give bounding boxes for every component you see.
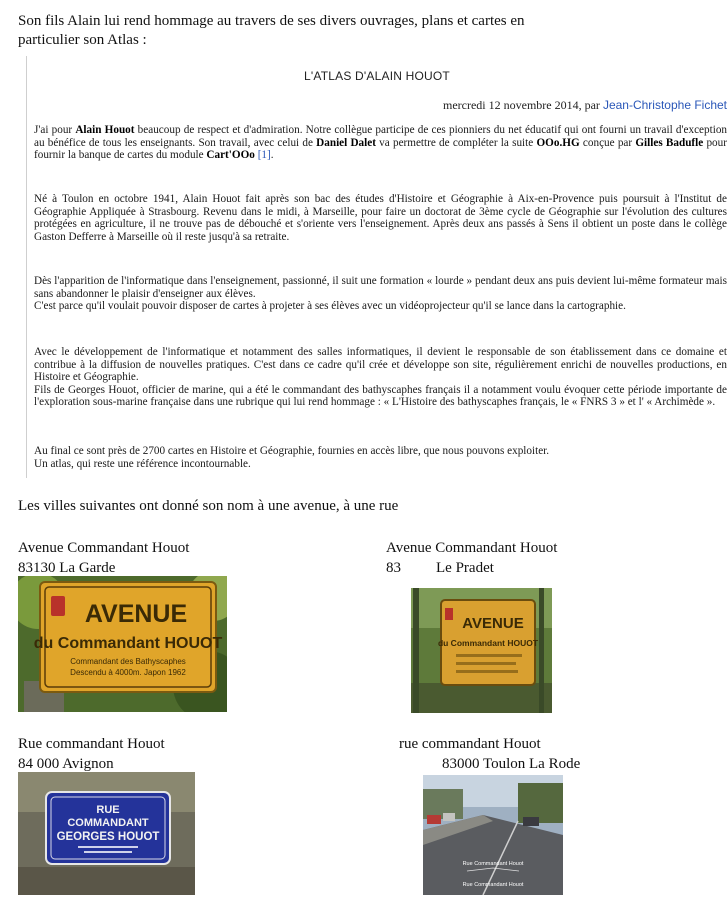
sign-3-line-2: COMMANDANT — [67, 817, 149, 829]
place-4-city: Toulon La Rode — [482, 756, 581, 772]
place-2-street: Avenue Commandant Houot — [386, 540, 558, 556]
p5-line-b: Un atlas, qui reste une référence incontournable. — [34, 457, 251, 470]
sign-1-line-2: du Commandant HOUOT — [33, 635, 223, 652]
place-4-postcode: 83000 — [442, 756, 480, 772]
intro-text — [18, 12, 718, 50]
p1-text-6: . — [270, 149, 274, 162]
place-1-caption — [18, 538, 189, 578]
article-paragraph-5 — [34, 445, 727, 470]
p1-text-2: beaucoup de respect et d'admiration. Notre collègue participe de ces pionniers du net éducatif qui ont fourni un travail d'exception au bénéfice de tous les enseignants. Son travail, avec celui de — [34, 124, 727, 149]
p1-text-3: va permettre de compléter la suite — [375, 136, 537, 149]
article-title: L'ATLAS D'ALAIN HOUOT — [304, 69, 450, 83]
article-paragraph-2: Né à Toulon en octobre 1941, Alain Houot fait après son bac des études d'Histoire et Géographie à Aix-en-Provence puis poursuit à l'Institut de Géographie Appliquée à Strasbourg. Revenu dans le midi, à Marseille, pour faire un doctorat de 3ème cycle de Géographie sur l'évolution des cultures protégées en agriculture, il ne trouve pas de débouché et s'oriente vers l'enseignement. Après deux ans passés à Sens il obtient un poste dans le collège Gaston Defferre à Marseille où il reste jusqu'à sa retraite. — [34, 193, 727, 243]
p3-line-b: C'est parce qu'il voulait pouvoir disposer de cartes à projeter à ses élèves avec un vidéoprojecteur qu'il se lance dans la cartographie. — [34, 300, 626, 313]
place-1-postcode: 83130 — [18, 560, 56, 576]
place-2-address — [386, 558, 557, 578]
place-2-postcode: 83 — [386, 560, 401, 576]
suite-oooh-g: OOo.HG — [536, 136, 580, 149]
article-byline — [443, 98, 727, 113]
p1-text-5: pour fournir la banque de cartes du module — [34, 136, 727, 162]
place-4-caption-street: rue commandant Houot — [399, 736, 541, 752]
place-1-city: La Garde — [59, 560, 116, 576]
p4-line-a: Avec le développement de l'informatique et notamment des salles informatiques, il devient le responsable de son établissement dans ce domaine et contribue à la diffusion de nouvelles pratiques. C'est dans ce cadre qu'il crée et développe son site, régulièrement enrichi de nouvelles productions, en Histoire et Géographie. — [34, 346, 727, 384]
sign-2-line-1: AVENUE — [462, 615, 524, 632]
overlay-label-2: Rue Commandant Houot — [462, 882, 524, 888]
p4-line-b: Fils de Georges Houot, officier de marine, qui a été le commandant des bathyscaphes français il a notamment voulu évoquer cette période importante de l'exploration sous-marine française dans une rubrique qui lui rend hommage : « L'Histoire des bathyscaphes français, le « FNRS 3 » et l' « Archimède ». — [34, 383, 727, 409]
module-cartooo: Cart'OOo — [206, 149, 255, 162]
place-3-address — [18, 754, 165, 774]
name-daniel-dalet: Daniel Dalet — [316, 136, 376, 149]
place-2-caption — [386, 538, 557, 578]
p3-line-a: Dès l'apparition de l'informatique dans l'enseignement, passionné, il suit une formation « lourde » pendant deux ans puis devient lui-même formateur mais sans abandonner le plaisir d'enseigner aux élèves. — [34, 275, 727, 300]
author-link[interactable]: Jean-Christophe Fichet — [602, 98, 727, 112]
overlay-label-1: Rue Commandant Houot — [462, 861, 524, 867]
article-quote — [26, 56, 727, 478]
photo-la-garde-sign — [18, 576, 227, 712]
footnote-link[interactable]: [1] — [257, 149, 271, 162]
place-3-caption — [18, 734, 165, 774]
photo-avignon-sign — [18, 772, 195, 895]
place-3-postcode: 84 000 — [18, 756, 60, 772]
intro-line-1: Son fils Alain lui rend hommage au travers de ses divers ouvrages, plans et cartes en — [18, 13, 525, 29]
article-paragraph-1 — [34, 124, 727, 162]
sign-2-line-2: du Commandant HOUOT — [437, 638, 539, 648]
p1-text-4: conçue par — [579, 136, 636, 149]
sign-1-line-3: Commandant des Bathyscaphes — [70, 657, 186, 666]
sign-3-line-1: RUE — [96, 804, 120, 816]
place-2-city: Le Pradet — [436, 560, 494, 576]
photo-toulon-street-view — [423, 775, 563, 895]
place-1-address — [18, 558, 189, 578]
name-gilles-badufle: Gilles Badufle — [635, 136, 704, 149]
place-4-address — [442, 754, 580, 774]
intro-line-2: particulier son Atlas : — [18, 32, 147, 48]
streets-heading: Les villes suivantes ont donné son nom à une avenue, à une rue — [18, 498, 399, 514]
p1-text-1: J'ai pour — [34, 124, 76, 136]
sign-3-line-3: GEORGES HOUOT — [56, 831, 160, 843]
sign-1-line-4: Descendu à 4000m. Japon 1962 — [70, 668, 186, 677]
place-1-street: Avenue Commandant Houot — [18, 540, 190, 556]
photo-le-pradet-sign — [411, 588, 552, 713]
p5-line-a: Au final ce sont près de 2700 cartes en Histoire et Géographie, fournies en accès libre, que nous pouvons exploiter. — [34, 445, 550, 457]
name-alain-houot: Alain Houot — [75, 124, 135, 136]
place-3-city: Avignon — [62, 756, 114, 772]
sign-1-line-1: AVENUE — [84, 600, 188, 628]
article-paragraph-3 — [34, 275, 727, 313]
article-date: mercredi 12 novembre 2014, par — [442, 98, 603, 112]
place-3-street: Rue commandant Houot — [18, 736, 165, 752]
article-paragraph-4 — [34, 346, 727, 409]
